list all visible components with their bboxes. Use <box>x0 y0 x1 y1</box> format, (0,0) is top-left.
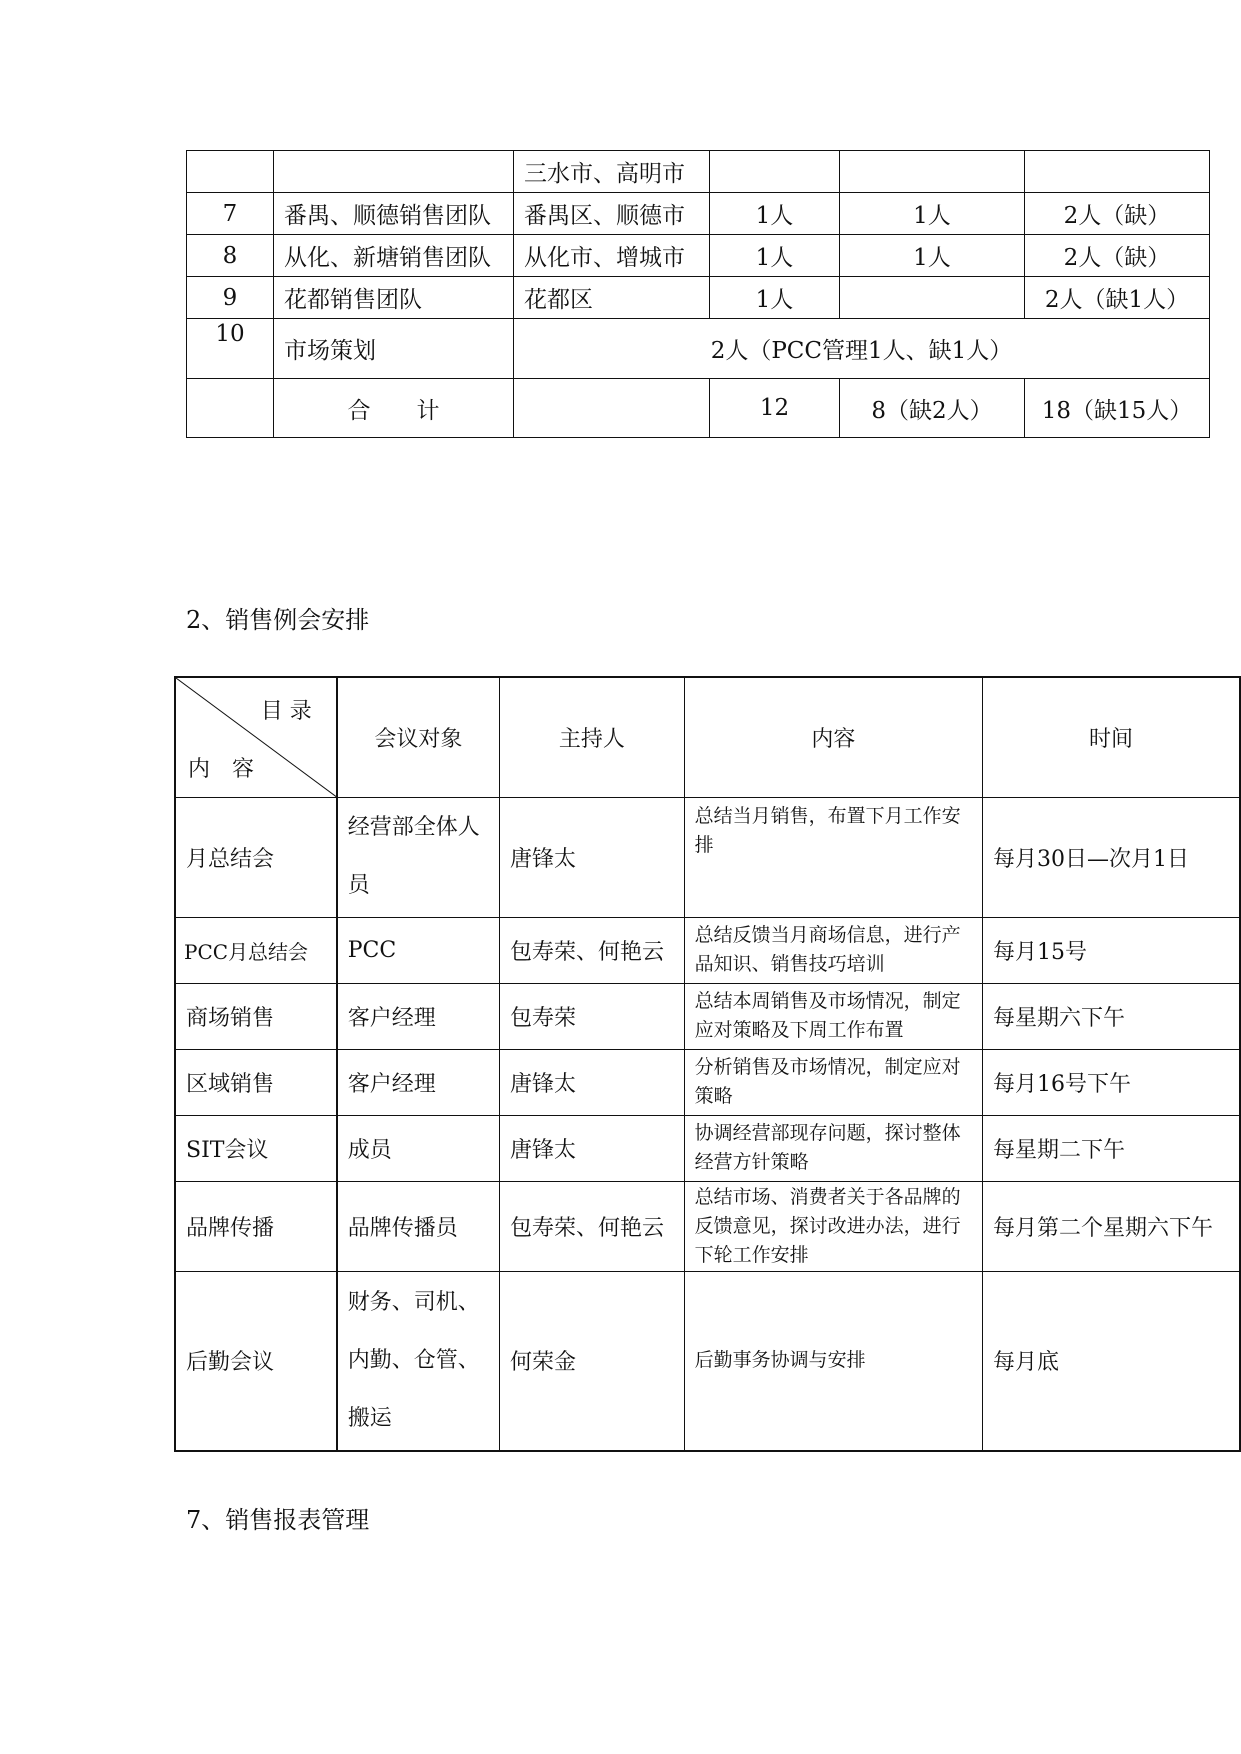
table-row <box>175 1115 1240 1181</box>
meeting-content: 总结本周销售及市场情况，制定应对策略及下周工作布置 <box>684 983 982 1049</box>
team-name: 番禺、顺德销售团队 <box>274 193 514 235</box>
meeting-content: 总结反馈当月商场信息，进行产品知识、销售技巧培训 <box>684 917 982 983</box>
meeting-name: 区域销售 <box>175 1049 337 1115</box>
column-header: 主持人 <box>499 677 684 797</box>
area-name: 三水市、高明市 <box>514 151 710 193</box>
total-count: 12 <box>710 379 840 438</box>
section-heading: 7、销售报表管理 <box>186 1506 370 1534</box>
count-cell <box>840 277 1025 319</box>
table-row <box>175 797 1240 917</box>
meeting-time: 每月30日—次月1日 <box>983 797 1240 917</box>
meeting-time: 每月16号下午 <box>983 1049 1240 1115</box>
meeting-name: PCC月总结会 <box>175 917 337 983</box>
row-number: 7 <box>187 193 274 235</box>
diagonal-top-label: 目 录 <box>260 699 312 724</box>
area-name: 从化市、增城市 <box>514 235 710 277</box>
meeting-host: 包寿荣 <box>499 983 684 1049</box>
area-name: 番禺区、顺德市 <box>514 193 710 235</box>
column-header: 内容 <box>684 677 982 797</box>
table-row-plan <box>187 319 1210 379</box>
diagonal-bottom-label: 内 容 <box>188 756 255 782</box>
meeting-table <box>174 676 1241 1452</box>
table-row <box>175 983 1240 1049</box>
meeting-target: 客户经理 <box>337 983 500 1049</box>
table-row <box>187 151 1210 193</box>
count-cell: 1人 <box>710 277 840 319</box>
count-cell: 1人 <box>840 235 1025 277</box>
count-cell: 2人（缺） <box>1025 235 1210 277</box>
staff-table <box>186 150 1210 438</box>
meeting-host: 何荣金 <box>499 1271 684 1451</box>
meeting-time: 每月底 <box>983 1271 1240 1451</box>
meeting-host: 包寿荣、何艳云 <box>499 1181 684 1271</box>
table-row <box>175 1181 1240 1271</box>
meeting-host: 包寿荣、何艳云 <box>499 917 684 983</box>
table-row-total <box>187 379 1210 438</box>
meeting-name: 商场销售 <box>175 983 337 1049</box>
table-row <box>187 277 1210 319</box>
empty-cell <box>514 379 710 438</box>
team-name: 从化、新塘销售团队 <box>274 235 514 277</box>
meeting-host: 唐锋太 <box>499 797 684 917</box>
table-row <box>187 235 1210 277</box>
count-cell: 1人 <box>710 235 840 277</box>
total-label: 合 计 <box>274 379 514 438</box>
table-row <box>175 1271 1240 1451</box>
count-cell: 2人（缺1人） <box>1025 277 1210 319</box>
meeting-name: 月总结会 <box>175 797 337 917</box>
table-row <box>187 193 1210 235</box>
count-cell: 2人（缺） <box>1025 193 1210 235</box>
table-header-row <box>175 677 1240 797</box>
total-count: 8（缺2人） <box>840 379 1025 438</box>
count-cell: 1人 <box>840 193 1025 235</box>
empty-cell <box>187 379 274 438</box>
count-cell <box>710 151 840 193</box>
meeting-name: 后勤会议 <box>175 1271 337 1451</box>
row-number <box>187 151 274 193</box>
team-name: 花都销售团队 <box>274 277 514 319</box>
meeting-content: 分析销售及市场情况，制定应对策略 <box>684 1049 982 1115</box>
meeting-target: 客户经理 <box>337 1049 500 1115</box>
column-header: 会议对象 <box>337 677 500 797</box>
meeting-content: 总结市场、消费者关于各品牌的反馈意见，探讨改进办法，进行下轮工作安排 <box>684 1181 982 1271</box>
table-row <box>175 917 1240 983</box>
total-count: 18（缺15人） <box>1025 379 1210 438</box>
meeting-content: 后勤事务协调与安排 <box>684 1271 982 1451</box>
column-header: 时间 <box>983 677 1240 797</box>
meeting-target: 财务、司机、内勤、仓管、搬运 <box>337 1271 500 1451</box>
row-number: 10 <box>187 319 274 379</box>
section-heading: 2、销售例会安排 <box>186 606 370 634</box>
meeting-content: 协调经营部现存问题，探讨整体经营方针策略 <box>684 1115 982 1181</box>
team-name <box>274 151 514 193</box>
meeting-host: 唐锋太 <box>499 1049 684 1115</box>
meeting-name: 品牌传播 <box>175 1181 337 1271</box>
meeting-target: 经营部全体人员 <box>337 797 500 917</box>
meeting-time: 每星期二下午 <box>983 1115 1240 1181</box>
meeting-target: PCC <box>337 917 500 983</box>
row-number: 9 <box>187 277 274 319</box>
count-cell <box>1025 151 1210 193</box>
meeting-target: 成员 <box>337 1115 500 1181</box>
meeting-time: 每星期六下午 <box>983 983 1240 1049</box>
meeting-name: SIT会议 <box>175 1115 337 1181</box>
meeting-target: 品牌传播员 <box>337 1181 500 1271</box>
diagonal-header <box>175 677 337 797</box>
table-row <box>175 1049 1240 1115</box>
area-name: 花都区 <box>514 277 710 319</box>
plan-value: 2人（PCC管理1人、缺1人） <box>514 319 1210 379</box>
row-number: 8 <box>187 235 274 277</box>
meeting-content: 总结当月销售，布置下月工作安排 <box>684 797 982 917</box>
meeting-time: 每月第二个星期六下午 <box>983 1181 1240 1271</box>
count-cell: 1人 <box>710 193 840 235</box>
meeting-host: 唐锋太 <box>499 1115 684 1181</box>
count-cell <box>840 151 1025 193</box>
meeting-time: 每月15号 <box>983 917 1240 983</box>
team-name: 市场策划 <box>274 319 514 379</box>
